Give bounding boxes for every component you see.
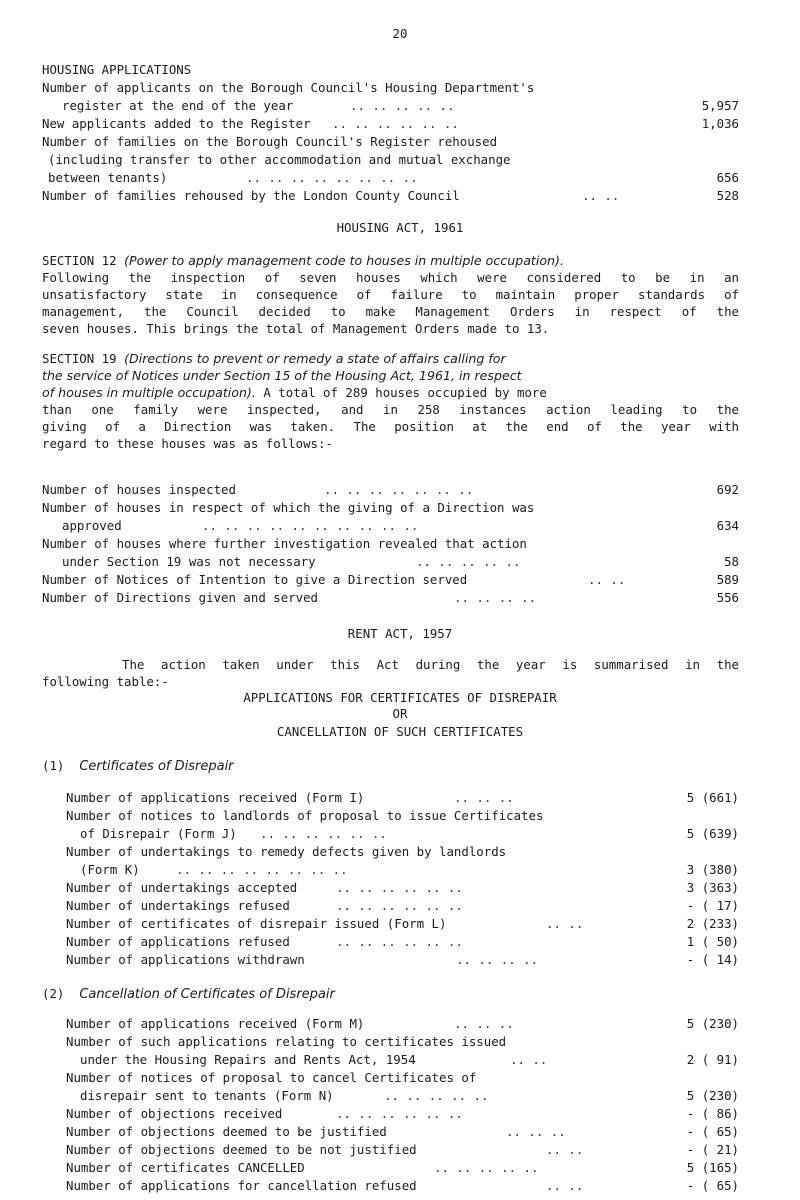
section-12-italic: (Power to apply management code to houses in multiple occupation). [124,253,564,268]
leader-dots: .. .. .. .. .. [350,98,455,113]
row-label: Number of applications withdrawn [66,952,305,967]
row-label: Number of houses in respect of which the giving of a Direction was [42,500,535,515]
leader-dots: .. .. .. .. .. .. .. .. .. .. [202,518,419,533]
row-label: Number of certificates CANCELLED [66,1160,305,1175]
row-value: 5 (230) [686,1016,739,1031]
rent-act-intro [42,656,739,690]
row-label: Number of applications received (Form M) [66,1016,365,1031]
paragraph-line: following table:- [42,674,169,689]
paragraph-line: The action taken under this Act during the year is summarised in the [122,657,739,672]
table-title: CANCELLATION OF SUCH CERTIFICATES [276,724,524,739]
leader-dots: .. .. .. .. .. .. [336,898,463,913]
section-title-rent-act: RENT ACT, 1957 [347,626,453,641]
row-value: 5 (661) [686,790,739,805]
row-value: - ( 65) [686,1178,739,1193]
paragraph-line: than one family were inspected, and in 258 instances action leading to the [42,402,739,417]
row-value: 2 ( 91) [686,1052,739,1067]
leader-dots: .. .. [546,1142,584,1157]
row-value: - ( 86) [686,1106,739,1121]
table-title: OR [392,706,408,721]
row-label: Number of families on the Borough Council's Register rehoused [42,134,498,149]
row-value: 5 (230) [686,1088,739,1103]
leader-dots: .. .. [546,1178,584,1193]
row-label: Number of applications refused [66,934,290,949]
row-value: - ( 21) [686,1142,739,1157]
row-value: 5,957 [701,98,739,113]
part-2-heading [42,986,335,1003]
section-19-paragraph [42,350,739,452]
table-title: APPLICATIONS FOR CERTIFICATES OF DISREPAIR [243,690,557,705]
leader-dots: .. .. .. .. [456,952,539,967]
row-label: Number of objections received [66,1106,283,1121]
row-value: 1 ( 50) [686,934,739,949]
row-value: 3 (363) [686,880,739,895]
row-label: Number of objections deemed to be not justified [66,1142,417,1157]
row-label: Number of certificates of disrepair issued (Form L) [66,916,447,931]
section-title-housing-act: HOUSING ACT, 1961 [336,220,464,235]
row-value: 634 [716,518,739,533]
row-label: register at the end of the year [62,98,294,113]
part-number: (2) [42,986,65,1001]
row-label: Number of families rehoused by the London County Council [42,188,460,203]
leader-dots: .. .. [588,572,626,587]
row-value: 5 (639) [686,826,739,841]
section-19-label: SECTION 19 [42,351,117,366]
row-label: approved [62,518,122,533]
row-value: - ( 14) [686,952,739,967]
row-label: under Section 19 was not necessary [62,554,316,569]
leader-dots: .. .. .. [506,1124,566,1139]
leader-dots: .. .. .. .. [454,590,537,605]
row-value: 1,036 [701,116,739,131]
paragraph-line: regard to these houses was as follows:- [42,436,333,451]
leader-dots: .. .. .. .. .. .. [336,934,463,949]
paragraph-line: Following the inspection of seven houses which were considered to be in an [42,270,739,285]
leader-dots: .. .. .. .. .. .. [336,1106,463,1121]
row-label: Number of undertakings to remedy defects given by landlords [66,844,507,859]
row-label: of Disrepair (Form J) [80,826,237,841]
row-label: Number of houses inspected [42,482,236,497]
row-label: New applicants added to the Register [42,116,311,131]
row-label: Number of objections deemed to be justified [66,1124,387,1139]
leader-dots: .. .. [510,1052,548,1067]
leader-dots: .. .. .. .. .. .. [336,880,463,895]
section-12-label: SECTION 12 [42,253,117,268]
row-label: Number of Notices of Intention to give a Direction served [42,572,468,587]
row-value: 58 [724,554,739,569]
row-value: 556 [716,590,739,605]
part-number: (1) [42,758,65,773]
section-19-text: A total of 289 houses occupied by more [255,385,547,400]
leader-dots: .. .. .. [454,1016,514,1031]
row-label: Number of Directions given and served [42,590,319,605]
section-12-paragraph [42,252,739,337]
row-label: Number of applications received (Form I) [66,790,365,805]
row-label: disrepair sent to tenants (Form N) [80,1088,334,1103]
section-heading-housing-applications: HOUSING APPLICATIONS [42,62,192,77]
row-value: - ( 17) [686,898,739,913]
row-value: 692 [716,482,739,497]
row-label: (Form K) [80,862,140,877]
section-19-italic: the service of Notices under Section 15 of the Housing Act, 1961, in respect [42,368,522,383]
row-label: Number of houses where further investigation revealed that action [42,536,527,551]
page-number: 20 [392,26,408,41]
leader-dots: .. .. .. .. .. .. [332,116,459,131]
row-label: (including transfer to other accommodation and mutual exchange [48,152,511,167]
leader-dots: .. .. [582,188,620,203]
row-value: 5 (165) [686,1160,739,1175]
leader-dots: .. .. .. .. .. [416,554,521,569]
row-label: Number of notices to landlords of proposal to issue Certificates [66,808,544,823]
row-label: Number of applications for cancellation refused [66,1178,417,1193]
leader-dots: .. .. .. .. .. .. .. .. [176,862,348,877]
leader-dots: .. .. [546,916,584,931]
row-value: - ( 65) [686,1124,739,1139]
row-label: Number of notices of proposal to cancel Certificates of [66,1070,477,1085]
row-label: Number of applicants on the Borough Council's Housing Department's [42,80,535,95]
row-label: under the Housing Repairs and Rents Act, 1954 [80,1052,416,1067]
row-label: Number of such applications relating to certificates issued [66,1034,507,1049]
paragraph-line: management, the Council decided to make Management Orders in respect of the [42,304,739,319]
part-title: Certificates of Disrepair [79,759,234,774]
paragraph-line: seven houses. This brings the total of Management Orders made to 13. [42,321,550,336]
row-value: 2 (233) [686,916,739,931]
row-value: 589 [716,572,739,587]
row-value: 528 [716,188,739,203]
row-value: 3 (380) [686,862,739,877]
part-1-heading [42,758,234,775]
paragraph-line: giving of a Direction was taken. The position at the end of the year with [42,419,739,434]
section-19-italic: (Directions to prevent or remedy a state of affairs calling for [124,351,506,366]
leader-dots: .. .. .. .. .. [434,1160,539,1175]
leader-dots: .. .. .. .. .. .. .. .. [246,170,418,185]
row-label: Number of undertakings refused [66,898,290,913]
leader-dots: .. .. .. .. .. .. [260,826,387,841]
section-19-italic: of houses in multiple occupation). [42,385,256,400]
leader-dots: .. .. .. .. .. [384,1088,489,1103]
leader-dots: .. .. .. [454,790,514,805]
paragraph-line: unsatisfactory state in consequence of failure to maintain proper standards of [42,287,739,302]
leader-dots: .. .. .. .. .. .. .. [324,482,474,497]
row-label: Number of undertakings accepted [66,880,298,895]
row-value: 656 [716,170,739,185]
part-title: Cancellation of Certificates of Disrepair [79,987,335,1002]
row-label: between tenants) [48,170,168,185]
